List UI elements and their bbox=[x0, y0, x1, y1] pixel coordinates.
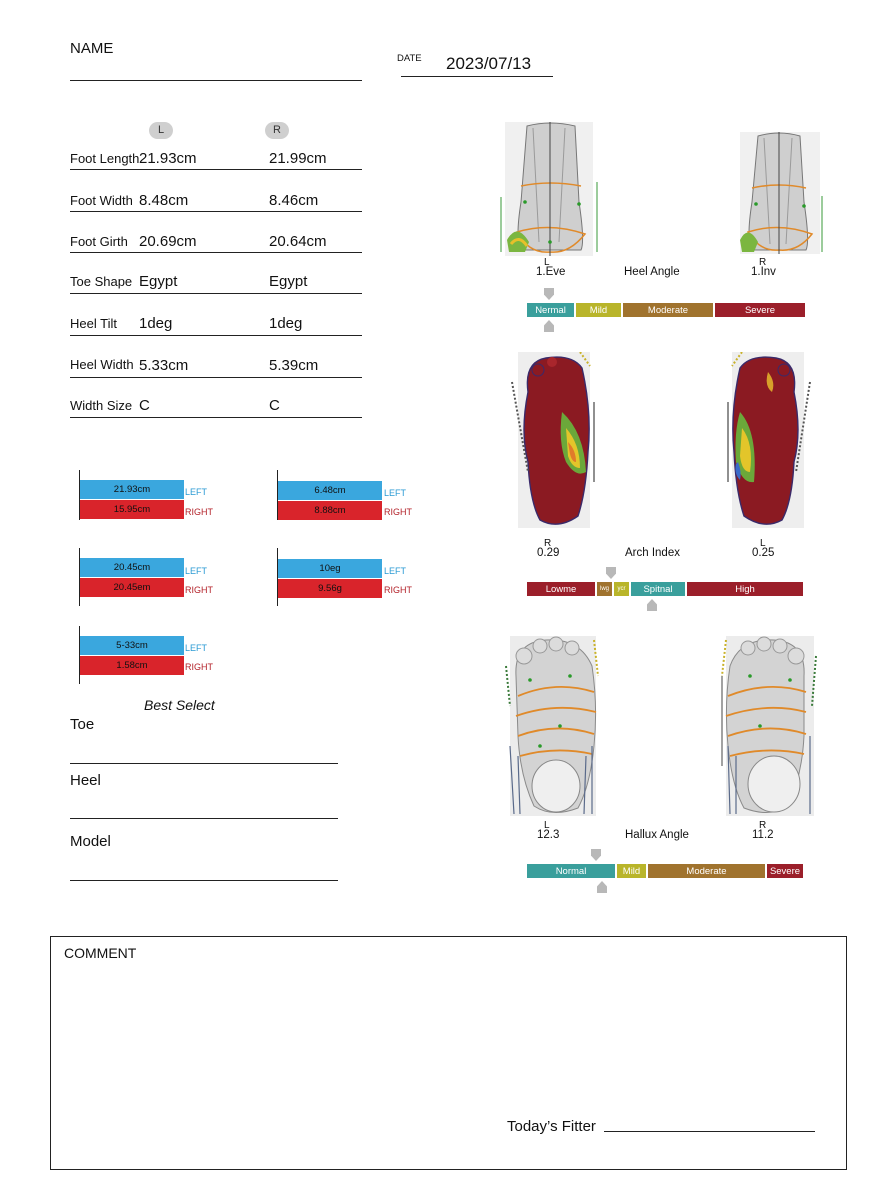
hallux-left-marker-icon bbox=[591, 849, 601, 861]
fitter-signature-line[interactable] bbox=[604, 1131, 815, 1132]
best-select-title: Best Select bbox=[144, 697, 215, 713]
heel-angle-title: Heel Angle bbox=[624, 266, 680, 278]
hallux-left-value: 12.3 bbox=[537, 829, 560, 841]
left-bar: 5-33cm bbox=[80, 636, 184, 655]
measurement-right-value: 8.46cm bbox=[269, 192, 319, 209]
heel-field-line[interactable] bbox=[70, 818, 338, 819]
left-bar-label: LEFT bbox=[185, 643, 208, 653]
measurement-divider bbox=[70, 417, 362, 418]
arch-left-value: 0.29 bbox=[537, 547, 560, 559]
bar-axis bbox=[79, 548, 80, 606]
scale-segment: Moderate bbox=[648, 864, 765, 878]
measurement-label: Heel Tilt bbox=[70, 316, 117, 331]
measurement-label: Width Size bbox=[70, 398, 133, 413]
heel-right-value: 1.Inv bbox=[751, 266, 776, 278]
right-bar-label: RIGHT bbox=[185, 662, 213, 672]
right-bar: 1.58cm bbox=[80, 656, 184, 675]
left-heel-rear-image bbox=[499, 122, 601, 256]
left-column-badge: L bbox=[149, 122, 173, 139]
measurement-right-value: 20.64cm bbox=[269, 233, 327, 250]
right-bar: 20.45em bbox=[80, 578, 184, 597]
measurement-left-value: 8.48cm bbox=[139, 192, 189, 209]
measurement-label: Foot Width bbox=[70, 193, 133, 208]
model-label: Model bbox=[70, 833, 111, 850]
right-foot-top-image bbox=[720, 636, 820, 816]
scale-segment: Nermal bbox=[527, 303, 574, 317]
scale-segment: Severe bbox=[715, 303, 805, 317]
hallux-right-value: 11.2 bbox=[752, 829, 774, 841]
measurement-right-value: 5.39cm bbox=[269, 357, 319, 374]
right-heel-rear-image bbox=[734, 132, 824, 254]
arch-right-marker-icon bbox=[647, 599, 657, 611]
heel-angle-scale bbox=[527, 303, 807, 317]
toe-field-line[interactable] bbox=[70, 763, 338, 764]
fitter-label: Today’s Fitter bbox=[507, 1118, 596, 1135]
left-foot-top-image bbox=[500, 636, 604, 816]
hallux-angle-title: Hallux Angle bbox=[625, 829, 689, 841]
measurement-left-value: 5.33cm bbox=[139, 357, 189, 374]
left-bar-label: LEFT bbox=[384, 488, 407, 498]
right-foot-pressure-image bbox=[506, 352, 598, 528]
measurement-right-value: 1deg bbox=[269, 315, 303, 332]
right-bar: 15.95cm bbox=[80, 500, 184, 519]
arch-left-side-label: R bbox=[544, 538, 552, 549]
scale-segment: Mild bbox=[576, 303, 621, 317]
measurement-right-value: 21.99cm bbox=[269, 150, 327, 167]
measurement-left-value: 21.93cm bbox=[139, 150, 197, 167]
left-foot-pressure-image bbox=[724, 352, 816, 528]
measurement-left-value: 1deg bbox=[139, 315, 173, 332]
heel-left-marker-icon bbox=[544, 288, 554, 300]
left-bar-label: LEFT bbox=[384, 566, 407, 576]
measurement-label: Foot Girth bbox=[70, 234, 128, 249]
left-bar: 21.93cm bbox=[80, 480, 184, 499]
toe-label: Toe bbox=[70, 716, 95, 733]
measurement-divider bbox=[70, 211, 362, 212]
right-bar: 9.56g bbox=[278, 579, 382, 598]
heel-left-value: 1.Eve bbox=[536, 266, 566, 278]
measurement-right-value: Egypt bbox=[269, 273, 308, 290]
measurement-divider bbox=[70, 335, 362, 336]
scale-segment: Lowme bbox=[527, 582, 595, 596]
date-value[interactable]: 2023/07/13 bbox=[446, 54, 532, 73]
scale-segment: ycr bbox=[614, 582, 629, 596]
measurement-divider bbox=[70, 377, 362, 378]
scale-segment: Severe bbox=[767, 864, 803, 878]
date-field-line bbox=[401, 76, 553, 77]
measurement-left-value: Egypt bbox=[139, 273, 178, 290]
arch-right-value: 0.25 bbox=[752, 547, 775, 559]
measurement-left-value: 20.69cm bbox=[139, 233, 197, 250]
left-bar: 20.45cm bbox=[80, 558, 184, 577]
right-bar: 8.88cm bbox=[278, 501, 382, 520]
arch-right-side-label: L bbox=[760, 538, 766, 549]
left-bar-label: LEFT bbox=[185, 566, 208, 576]
scale-segment: Mild bbox=[617, 864, 646, 878]
measurement-divider bbox=[70, 293, 362, 294]
left-bar-label: LEFT bbox=[185, 487, 208, 497]
hallux-left-side-label: L bbox=[544, 820, 550, 831]
arch-index-scale bbox=[527, 582, 805, 596]
measurement-divider bbox=[70, 252, 362, 253]
arch-left-marker-icon bbox=[606, 567, 616, 579]
measurement-label: Toe Shape bbox=[70, 274, 133, 289]
scale-segment: Moderate bbox=[623, 303, 713, 317]
right-bar-label: RIGHT bbox=[185, 585, 213, 595]
model-field-line[interactable] bbox=[70, 880, 338, 881]
comment-box[interactable] bbox=[50, 936, 847, 1170]
measurement-label: Heel Width bbox=[70, 357, 134, 372]
right-bar-label: RIGHT bbox=[185, 507, 213, 517]
scale-segment: Spitnal bbox=[631, 582, 685, 596]
scale-segment: lwg bbox=[597, 582, 612, 596]
hallux-right-marker-icon bbox=[597, 881, 607, 893]
heel-left-side-label: L bbox=[544, 257, 550, 268]
right-column-badge: R bbox=[265, 122, 289, 139]
left-bar: 6.48cm bbox=[278, 481, 382, 500]
scale-segment: High bbox=[687, 582, 803, 596]
measurement-left-value: C bbox=[139, 397, 150, 414]
date-label: DATE bbox=[397, 53, 422, 64]
right-bar-label: RIGHT bbox=[384, 507, 412, 517]
bar-axis bbox=[79, 626, 80, 684]
heel-label: Heel bbox=[70, 772, 101, 789]
comment-label: COMMENT bbox=[64, 945, 137, 961]
scale-segment: Normal bbox=[527, 864, 615, 878]
measurement-divider bbox=[70, 169, 362, 170]
right-bar-label: RIGHT bbox=[384, 585, 412, 595]
measurement-right-value: C bbox=[269, 397, 280, 414]
hallux-angle-scale bbox=[527, 864, 805, 878]
hallux-right-side-label: R bbox=[759, 820, 767, 831]
name-field-line[interactable] bbox=[70, 80, 362, 81]
heel-right-marker-icon bbox=[544, 320, 554, 332]
arch-index-title: Arch Index bbox=[625, 547, 680, 559]
left-bar: 10eg bbox=[278, 559, 382, 578]
heel-right-side-label: R bbox=[759, 257, 767, 268]
name-label: NAME bbox=[70, 40, 114, 57]
measurement-label: Foot Length bbox=[70, 151, 140, 166]
